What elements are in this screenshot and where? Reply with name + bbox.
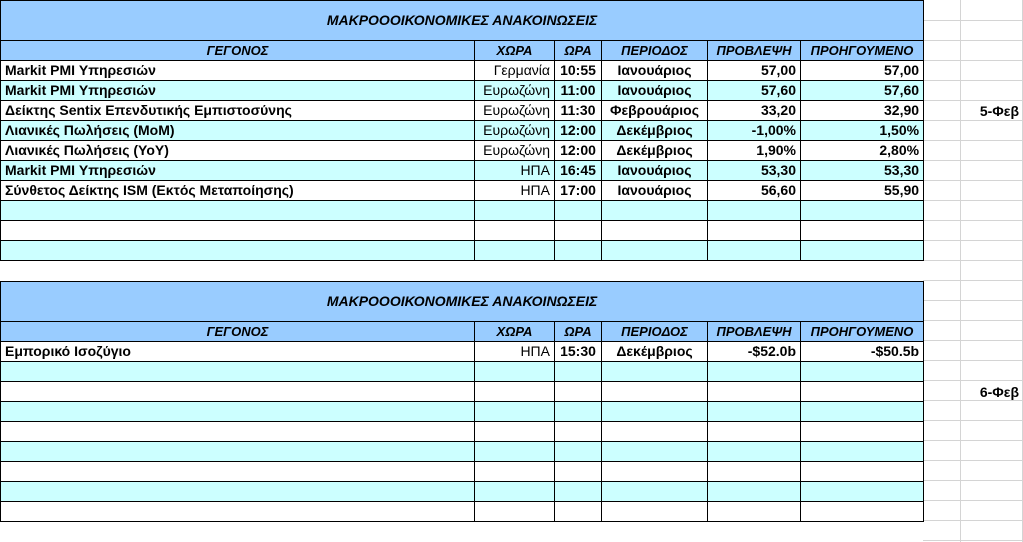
country-cell[interactable]: Ευρωζώνη — [475, 121, 555, 141]
country-cell[interactable] — [475, 382, 555, 402]
period-cell[interactable]: Φεβρουάριος — [602, 101, 708, 121]
time-cell[interactable] — [555, 201, 602, 221]
time-cell[interactable]: 16:45 — [555, 161, 602, 181]
row-gridline — [923, 100, 1023, 101]
header-event: ΓΕΓΟΝΟΣ — [1, 322, 475, 342]
time-cell[interactable] — [555, 241, 602, 261]
previous-cell[interactable] — [801, 482, 924, 502]
time-cell[interactable] — [555, 422, 602, 442]
announcements-table-2 — [0, 281, 924, 522]
row-gridline — [923, 140, 1023, 141]
country-cell[interactable]: Ευρωζώνη — [475, 141, 555, 161]
event-cell[interactable] — [1, 402, 475, 422]
row-gridline — [923, 480, 1023, 481]
forecast-cell[interactable]: 57,00 — [708, 61, 801, 81]
table-row — [1, 482, 924, 502]
previous-cell[interactable]: 57,00 — [801, 61, 924, 81]
period-cell[interactable]: Ιανουάριος — [602, 61, 708, 81]
forecast-cell[interactable] — [708, 221, 801, 241]
previous-cell[interactable]: 1,50% — [801, 121, 924, 141]
header-forecast: ΠΡΟΒΛΕΨΗ — [708, 322, 801, 342]
forecast-cell[interactable] — [708, 201, 801, 221]
country-cell[interactable] — [475, 442, 555, 462]
previous-cell[interactable] — [801, 221, 924, 241]
forecast-cell[interactable]: -1,00% — [708, 121, 801, 141]
row-gridline — [923, 520, 1023, 521]
time-cell[interactable]: 12:00 — [555, 121, 602, 141]
event-cell[interactable]: Λιανικές Πωλήσεις (MoM) — [1, 121, 475, 141]
row-gridline — [923, 240, 1023, 241]
event-cell[interactable] — [1, 482, 475, 502]
forecast-cell[interactable]: 56,60 — [708, 181, 801, 201]
period-cell[interactable] — [602, 241, 708, 261]
previous-cell[interactable]: 53,30 — [801, 161, 924, 181]
event-cell[interactable] — [1, 362, 475, 382]
country-cell[interactable] — [475, 502, 555, 522]
table-row — [1, 342, 924, 362]
time-cell[interactable] — [555, 382, 602, 402]
previous-cell[interactable]: -$50.5b — [801, 342, 924, 362]
previous-cell[interactable] — [801, 402, 924, 422]
row-gridline — [923, 320, 1023, 321]
table-row — [1, 81, 924, 101]
date-label: 5-Φεβ — [979, 103, 1019, 119]
row-gridline — [923, 20, 1023, 21]
country-cell[interactable] — [475, 362, 555, 382]
country-cell[interactable]: ΗΠΑ — [475, 342, 555, 362]
forecast-cell[interactable]: 53,30 — [708, 161, 801, 181]
table-row — [1, 221, 924, 241]
time-cell[interactable]: 15:30 — [555, 342, 602, 362]
header-period: ΠΕΡΙΟΔΟΣ — [602, 41, 708, 61]
event-cell[interactable] — [1, 462, 475, 482]
previous-cell[interactable]: 32,90 — [801, 101, 924, 121]
row-gridline — [923, 380, 1023, 381]
header-time: ΩΡΑ — [555, 41, 602, 61]
period-cell[interactable] — [602, 462, 708, 482]
period-cell[interactable]: Ιανουάριος — [602, 81, 708, 101]
period-cell[interactable] — [602, 422, 708, 442]
row-gridline — [923, 60, 1023, 61]
time-cell[interactable] — [555, 221, 602, 241]
previous-cell[interactable] — [801, 462, 924, 482]
previous-cell[interactable] — [801, 362, 924, 382]
row-gridline — [923, 460, 1023, 461]
row-gridline — [923, 200, 1023, 201]
previous-cell[interactable] — [801, 382, 924, 402]
period-cell[interactable] — [602, 442, 708, 462]
time-cell[interactable] — [555, 442, 602, 462]
table-row — [1, 241, 924, 261]
table-title: ΜΑΚΡΟΟΟΙΚΟΝΟΜΙΚΕΣ ΑΝΑΚΟΙΝΩΣΕΙΣ — [1, 282, 924, 322]
time-cell[interactable] — [555, 462, 602, 482]
country-cell[interactable] — [475, 402, 555, 422]
forecast-cell[interactable] — [708, 442, 801, 462]
previous-cell[interactable]: 57,60 — [801, 81, 924, 101]
previous-cell[interactable] — [801, 502, 924, 522]
header-period: ΠΕΡΙΟΔΟΣ — [602, 322, 708, 342]
table-row — [1, 141, 924, 161]
row-gridline — [923, 300, 1023, 301]
forecast-cell[interactable] — [708, 382, 801, 402]
table-row — [1, 462, 924, 482]
event-cell[interactable]: Markit PMI Υπηρεσιών — [1, 161, 475, 181]
row-gridline — [923, 440, 1023, 441]
table-row — [1, 502, 924, 522]
period-cell[interactable]: Δεκέμβριος — [602, 342, 708, 362]
time-cell[interactable]: 17:00 — [555, 181, 602, 201]
period-cell[interactable]: Ιανουάριος — [602, 181, 708, 201]
forecast-cell[interactable] — [708, 362, 801, 382]
previous-cell[interactable] — [801, 442, 924, 462]
header-country: ΧΩΡΑ — [475, 41, 555, 61]
time-cell[interactable]: 10:55 — [555, 61, 602, 81]
table-row — [1, 101, 924, 121]
forecast-cell[interactable]: 1,90% — [708, 141, 801, 161]
table-row — [1, 161, 924, 181]
row-gridline — [923, 260, 1023, 261]
forecast-cell[interactable]: 33,20 — [708, 101, 801, 121]
table-row — [1, 402, 924, 422]
event-cell[interactable] — [1, 221, 475, 241]
period-cell[interactable] — [602, 382, 708, 402]
forecast-cell[interactable] — [708, 482, 801, 502]
country-cell[interactable] — [475, 482, 555, 502]
table-row — [1, 442, 924, 462]
previous-cell[interactable] — [801, 201, 924, 221]
row-gridline — [923, 220, 1023, 221]
event-cell[interactable] — [1, 442, 475, 462]
time-cell[interactable] — [555, 402, 602, 422]
event-cell[interactable] — [1, 422, 475, 442]
row-gridline — [923, 360, 1023, 361]
forecast-cell[interactable]: -$52.0b — [708, 342, 801, 362]
event-cell[interactable]: Εμπορικό Ισοζύγιο — [1, 342, 475, 362]
period-cell[interactable] — [602, 402, 708, 422]
forecast-cell[interactable] — [708, 402, 801, 422]
row-gridline — [923, 80, 1023, 81]
row-gridline — [923, 160, 1023, 161]
row-gridline — [923, 180, 1023, 181]
event-cell[interactable] — [1, 201, 475, 221]
time-cell[interactable] — [555, 362, 602, 382]
period-cell[interactable]: Δεκέμβριος — [602, 141, 708, 161]
period-cell[interactable] — [602, 362, 708, 382]
time-cell[interactable]: 12:00 — [555, 141, 602, 161]
country-cell[interactable]: Ευρωζώνη — [475, 101, 555, 121]
table-row — [1, 61, 924, 81]
period-cell[interactable] — [602, 201, 708, 221]
row-gridline — [923, 340, 1023, 341]
period-cell[interactable] — [602, 482, 708, 502]
event-cell[interactable]: Λιανικές Πωλήσεις (YoY) — [1, 141, 475, 161]
period-cell[interactable]: Ιανουάριος — [602, 161, 708, 181]
time-cell[interactable]: 11:30 — [555, 101, 602, 121]
country-cell[interactable]: ΗΠΑ — [475, 161, 555, 181]
table-row — [1, 382, 924, 402]
event-cell[interactable]: Markit PMI Υπηρεσιών — [1, 61, 475, 81]
header-forecast: ΠΡΟΒΛΕΨΗ — [708, 41, 801, 61]
event-cell[interactable]: Markit PMI Υπηρεσιών — [1, 81, 475, 101]
previous-cell[interactable] — [801, 422, 924, 442]
header-time: ΩΡΑ — [555, 322, 602, 342]
previous-cell[interactable]: 2,80% — [801, 141, 924, 161]
period-cell[interactable]: Δεκέμβριος — [602, 121, 708, 141]
table-row — [1, 362, 924, 382]
row-gridline — [923, 280, 1023, 281]
row-gridline — [923, 540, 1023, 541]
event-cell[interactable]: Δείκτης Sentix Επενδυτικής Εμπιστοσύνης — [1, 101, 475, 121]
country-cell[interactable]: Γερμανία — [475, 61, 555, 81]
period-cell[interactable] — [602, 502, 708, 522]
event-cell[interactable]: Σύνθετος Δείκτης ISM (Εκτός Μεταποίησης) — [1, 181, 475, 201]
time-cell[interactable] — [555, 502, 602, 522]
country-cell[interactable] — [475, 201, 555, 221]
forecast-cell[interactable] — [708, 241, 801, 261]
event-cell[interactable] — [1, 502, 475, 522]
event-cell[interactable] — [1, 241, 475, 261]
forecast-cell[interactable] — [708, 462, 801, 482]
row-gridline — [923, 40, 1023, 41]
announcements-table-1 — [0, 0, 924, 261]
forecast-cell[interactable]: 57,60 — [708, 81, 801, 101]
row-gridline — [923, 420, 1023, 421]
event-cell[interactable] — [1, 382, 475, 402]
time-cell[interactable] — [555, 482, 602, 502]
forecast-cell[interactable] — [708, 502, 801, 522]
previous-cell[interactable]: 55,90 — [801, 181, 924, 201]
forecast-cell[interactable] — [708, 422, 801, 442]
table-title: ΜΑΚΡΟΟΟΙΚΟΝΟΜΙΚΕΣ ΑΝΑΚΟΙΝΩΣΕΙΣ — [1, 1, 924, 41]
country-cell[interactable] — [475, 221, 555, 241]
previous-cell[interactable] — [801, 241, 924, 261]
table-row — [1, 201, 924, 221]
table-row — [1, 422, 924, 442]
header-event: ΓΕΓΟΝΟΣ — [1, 41, 475, 61]
country-cell[interactable] — [475, 241, 555, 261]
header-previous: ΠΡΟΗΓΟΥΜΕΝΟ — [801, 41, 924, 61]
time-cell[interactable]: 11:00 — [555, 81, 602, 101]
header-country: ΧΩΡΑ — [475, 322, 555, 342]
country-cell[interactable] — [475, 462, 555, 482]
country-cell[interactable] — [475, 422, 555, 442]
header-previous: ΠΡΟΗΓΟΥΜΕΝΟ — [801, 322, 924, 342]
period-cell[interactable] — [602, 221, 708, 241]
date-label: 6-Φεβ — [979, 384, 1019, 400]
table-row — [1, 181, 924, 201]
table-row — [1, 121, 924, 141]
country-cell[interactable]: Ευρωζώνη — [475, 81, 555, 101]
row-gridline — [923, 500, 1023, 501]
country-cell[interactable]: ΗΠΑ — [475, 181, 555, 201]
